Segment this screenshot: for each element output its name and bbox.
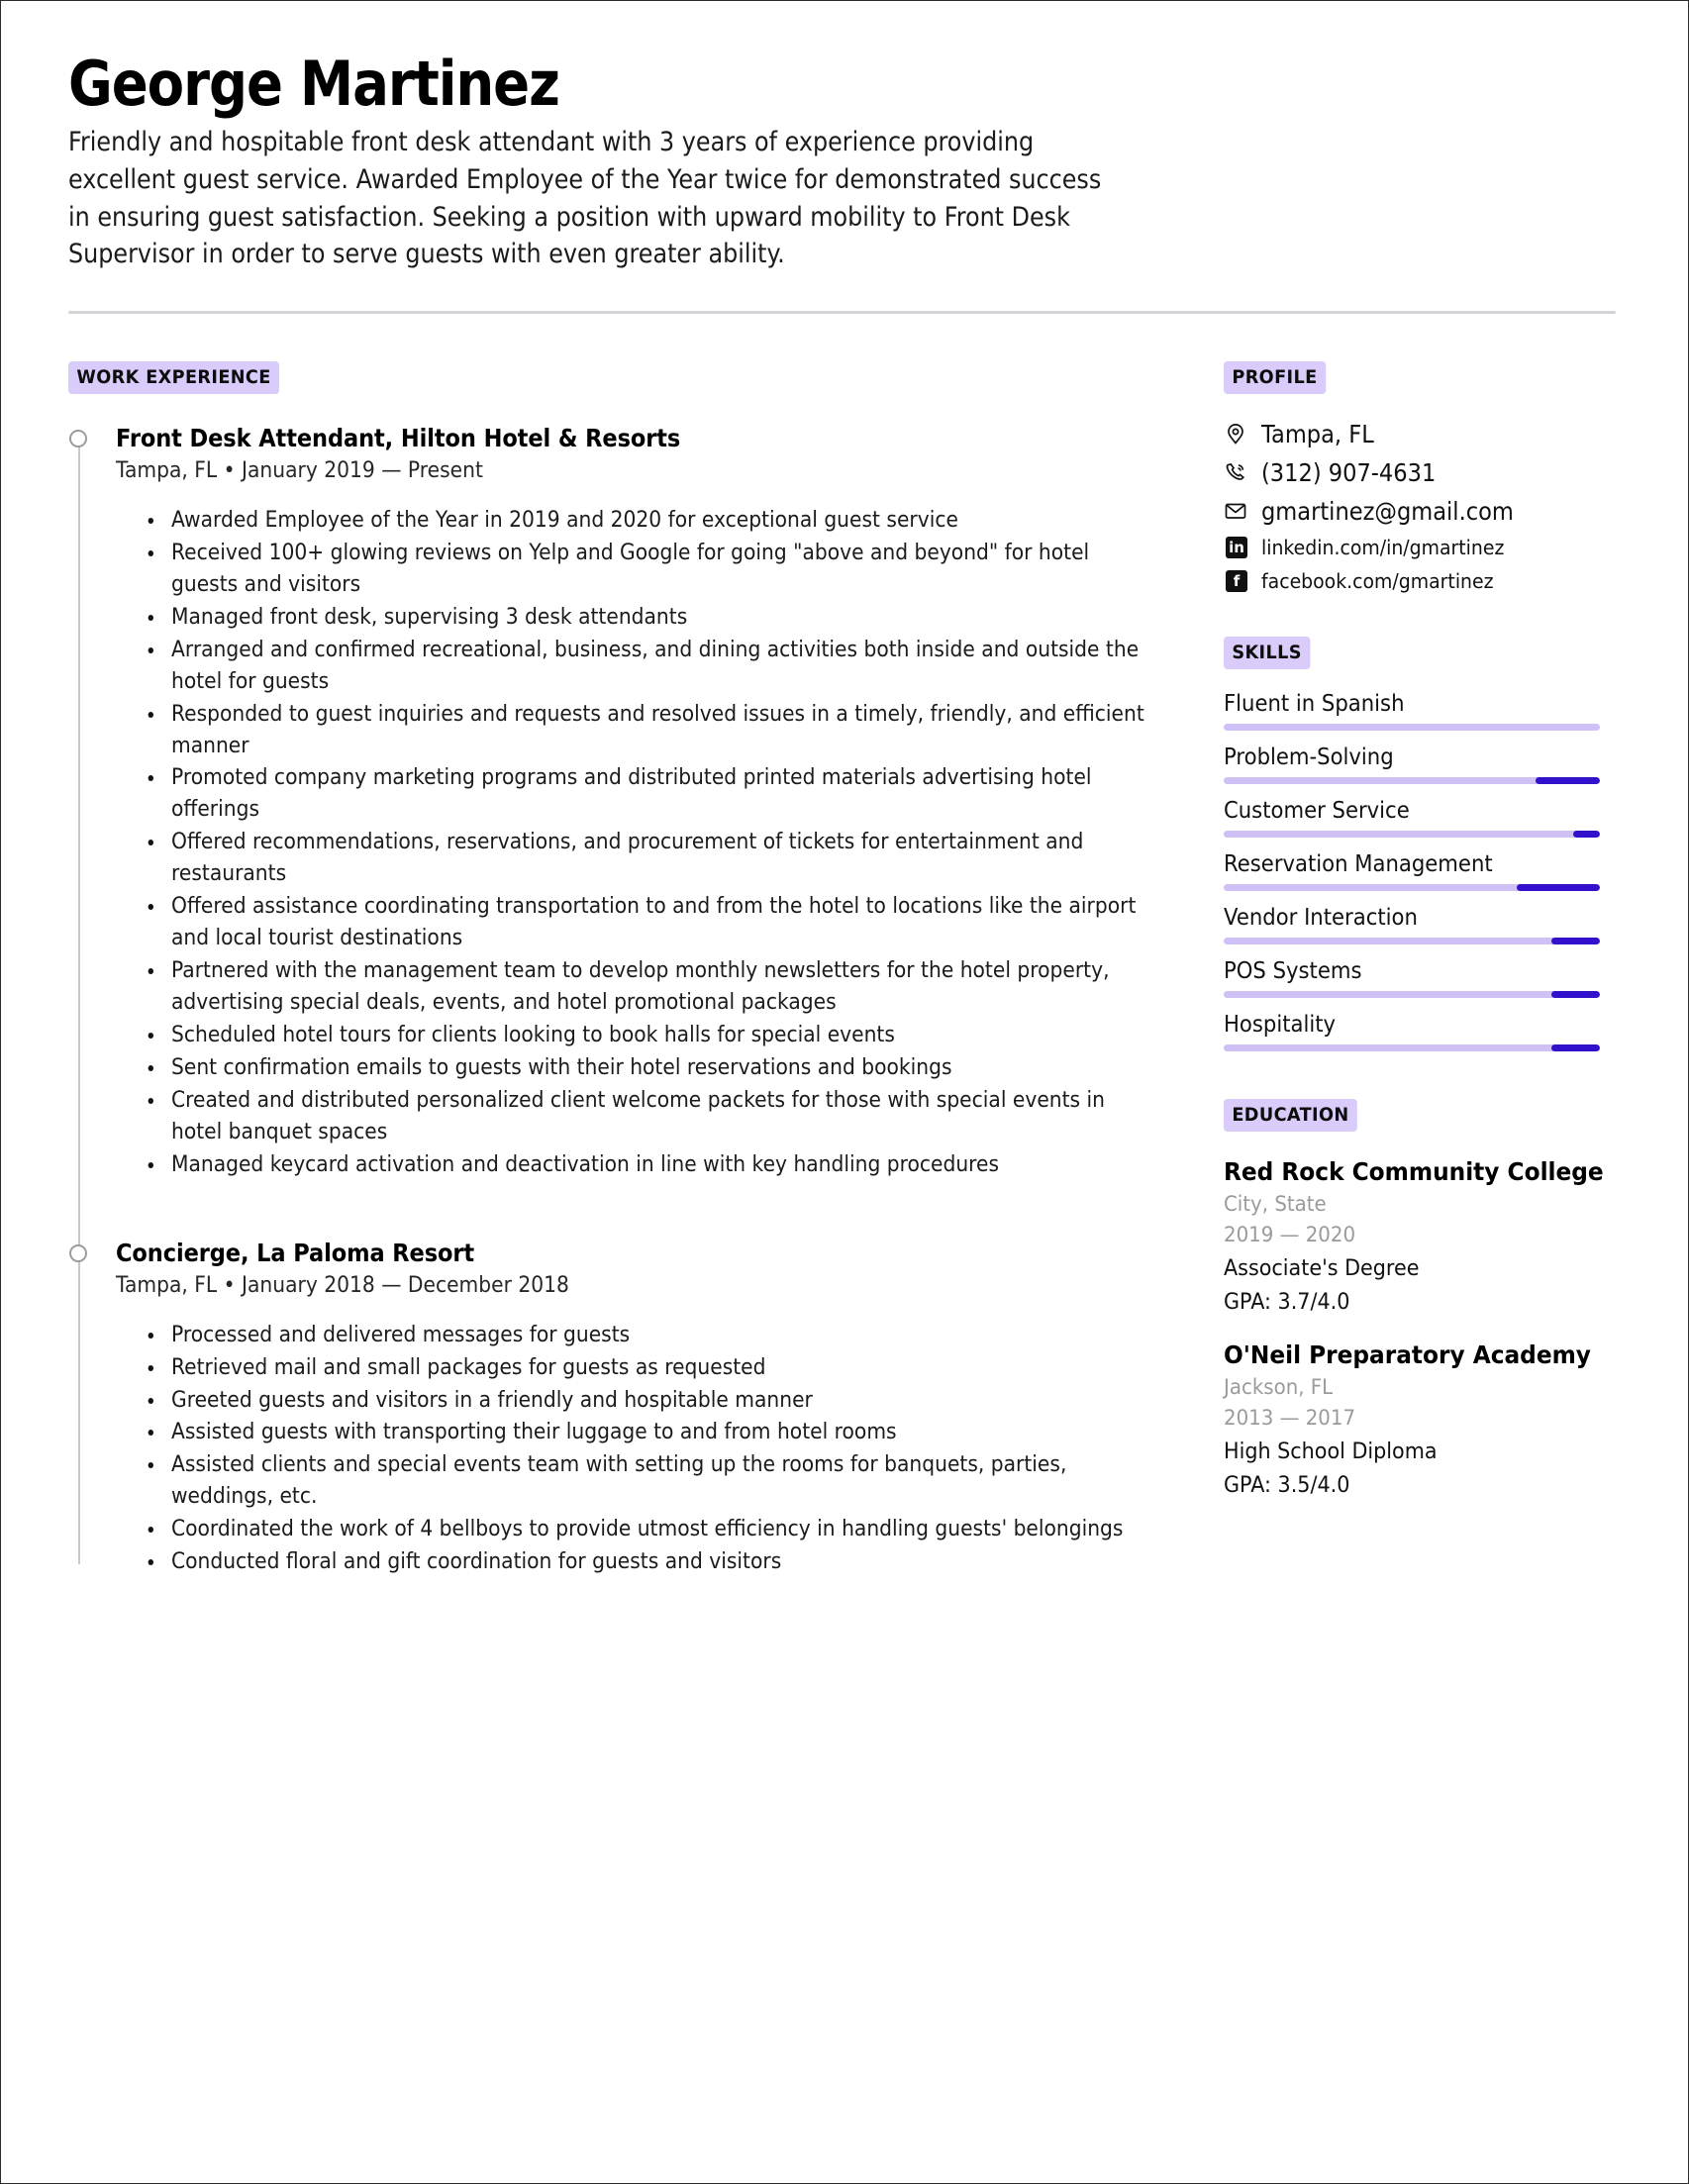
contact-row-email: [1224, 497, 1610, 526]
contact-list: [1224, 420, 1610, 593]
job-title: Front Desk Attendant, Hilton Hotel & Resorts: [116, 423, 681, 452]
contact-phone: (312) 907-4631: [1261, 457, 1437, 487]
job-bullet-list: [116, 1320, 1150, 1579]
professional-summary: Friendly and hospitable front desk attendant with 3 years of experience providing excellent guest service. Awarded Employee of the Year twice for demonstrated success in ensuring guest satisfaction. Seeking a position with upward mobility to Front Desk Supervisor in order to serve guests with even greater ability.: [68, 127, 1102, 270]
job-bullet: Managed front desk, supervising 3 desk attendants: [171, 602, 1149, 634]
skill-item: [1224, 745, 1610, 784]
section-label-education: EDUCATION: [1224, 1099, 1357, 1132]
education-location: City, State: [1224, 1191, 1327, 1217]
facebook-glyph: f: [1226, 570, 1247, 592]
envelope-icon: [1224, 499, 1253, 523]
contact-row-facebook[interactable]: [1224, 569, 1610, 593]
work-experience-timeline: [68, 424, 1162, 1578]
job-bullet: Promoted company marketing programs and distributed printed materials advertising hotel offerings: [171, 762, 1149, 826]
main-column: [68, 361, 1162, 1579]
education-school: O'Neil Preparatory Academy: [1224, 1340, 1591, 1369]
education-gpa: GPA: 3.5/4.0: [1224, 1471, 1350, 1498]
job-bullet: Assisted clients and special events team with setting up the rooms for banquets, parties, weddings, etc.: [171, 1449, 1149, 1513]
job-meta: Tampa, FL • January 2018 — December 2018: [116, 1271, 569, 1298]
skill-item: [1224, 851, 1610, 891]
section-label-skills: SKILLS: [1224, 637, 1310, 669]
job-entry: [116, 424, 1162, 1181]
job-bullet: Received 100+ glowing reviews on Yelp and Google for going "above and beyond" for hotel guests and visitors: [171, 538, 1149, 601]
linkedin-glyph: in: [1226, 537, 1247, 558]
skill-item: [1224, 798, 1610, 838]
contact-location: Tampa, FL: [1261, 419, 1374, 448]
education-entry: [1224, 1340, 1610, 1498]
page-title: George Martinez: [68, 48, 559, 120]
skill-level-fill: [1573, 831, 1600, 838]
skill-label: Vendor Interaction: [1224, 904, 1418, 931]
skill-level-bar: [1224, 938, 1600, 944]
contact-email: gmartinez@gmail.com: [1261, 496, 1514, 526]
timeline-dot-icon: [69, 430, 87, 447]
skill-label: Hospitality: [1224, 1011, 1337, 1038]
job-entry: [116, 1239, 1162, 1579]
job-bullet: Awarded Employee of the Year in 2019 and 2020 for exceptional guest service: [171, 505, 1149, 537]
job-list: [116, 424, 1162, 1578]
education-list: [1224, 1157, 1610, 1498]
skill-label: Fluent in Spanish: [1224, 690, 1405, 717]
location-pin-icon: [1224, 422, 1253, 446]
job-bullet: Assisted guests with transporting their luggage to and from hotel rooms: [171, 1417, 1149, 1448]
skills-section: [1224, 637, 1610, 1051]
education-gpa: GPA: 3.7/4.0: [1224, 1288, 1350, 1315]
skill-label: POS Systems: [1224, 957, 1362, 984]
timeline-dot-icon: [69, 1244, 87, 1262]
job-bullet: Conducted floral and gift coordination for guests and visitors: [171, 1546, 1149, 1578]
education-entry: [1224, 1157, 1610, 1315]
skill-level-fill: [1536, 777, 1600, 784]
job-bullet: Retrieved mail and small packages for guests as requested: [171, 1352, 1149, 1384]
header-divider: [68, 311, 1616, 314]
skill-level-bar: [1224, 1044, 1600, 1051]
skill-level-bar: [1224, 884, 1600, 891]
skill-level-fill: [1551, 938, 1600, 944]
skill-label: Problem-Solving: [1224, 744, 1394, 770]
timeline-line: [78, 442, 80, 1564]
job-meta: Tampa, FL • January 2019 — Present: [116, 456, 483, 483]
education-section: [1224, 1099, 1610, 1498]
skill-label: Customer Service: [1224, 797, 1410, 824]
education-years: 2019 — 2020: [1224, 1222, 1356, 1247]
contact-row-location: [1224, 420, 1610, 448]
education-years: 2013 — 2017: [1224, 1405, 1356, 1431]
phone-icon: [1224, 460, 1253, 484]
education-location: Jackson, FL: [1224, 1374, 1334, 1400]
facebook-icon: [1224, 570, 1253, 592]
job-bullet: Sent confirmation emails to guests with their hotel reservations and bookings: [171, 1052, 1149, 1084]
job-bullet: Responded to guest inquiries and requests and resolved issues in a timely, friendly, and efficient manner: [171, 699, 1149, 762]
job-bullet: Offered recommendations, reservations, and procurement of tickets for entertainment and restaurants: [171, 827, 1149, 890]
body-columns: [68, 361, 1621, 1579]
job-bullet: Arranged and confirmed recreational, business, and dining activities both inside and outside the hotel for guests: [171, 635, 1149, 698]
contact-facebook: facebook.com/gmartinez: [1261, 568, 1494, 593]
job-bullet: Greeted guests and visitors in a friendly and hospitable manner: [171, 1385, 1149, 1417]
job-title: Concierge, La Paloma Resort: [116, 1238, 475, 1267]
section-label-work-experience: WORK EXPERIENCE: [68, 361, 279, 394]
skills-list: [1224, 691, 1610, 1051]
skill-level-bar: [1224, 991, 1600, 998]
job-bullet: Offered assistance coordinating transportation to and from the hotel to locations like the airport and local tourist destinations: [171, 891, 1149, 954]
job-bullet: Scheduled hotel tours for clients looking to book halls for special events: [171, 1020, 1149, 1051]
education-degree: Associate's Degree: [1224, 1254, 1420, 1281]
job-bullet: Created and distributed personalized client welcome packets for those with special events in hotel banquet spaces: [171, 1085, 1149, 1148]
skill-level-bar: [1224, 724, 1600, 731]
skill-level-fill: [1551, 991, 1600, 998]
linkedin-icon: [1224, 537, 1253, 558]
section-label-profile: PROFILE: [1224, 361, 1326, 394]
skill-item: [1224, 958, 1610, 998]
contact-row-linkedin[interactable]: [1224, 536, 1610, 559]
job-bullet: Managed keycard activation and deactivation in line with key handling procedures: [171, 1149, 1149, 1181]
education-school: Red Rock Community College: [1224, 1156, 1604, 1186]
contact-linkedin: linkedin.com/in/gmartinez: [1261, 535, 1505, 559]
skill-item: [1224, 1012, 1610, 1051]
skill-label: Reservation Management: [1224, 850, 1493, 877]
job-bullet: Processed and delivered messages for guests: [171, 1320, 1149, 1351]
sidebar-column: [1224, 361, 1610, 1498]
job-bullet: Partnered with the management team to develop monthly newsletters for the hotel property, advertising special deals, events, and hotel promotional packages: [171, 955, 1149, 1019]
skill-item: [1224, 691, 1610, 731]
resume-content: [68, 48, 1621, 1579]
job-bullet-list: [116, 505, 1150, 1181]
job-bullet: Coordinated the work of 4 bellboys to provide utmost efficiency in handling guests' belongings: [171, 1514, 1149, 1545]
skill-item: [1224, 905, 1610, 944]
contact-row-phone: [1224, 458, 1610, 487]
skill-level-bar: [1224, 831, 1600, 838]
skill-level-fill: [1551, 1044, 1600, 1051]
education-degree: High School Diploma: [1224, 1438, 1438, 1464]
skill-level-bar: [1224, 777, 1600, 784]
skill-level-fill: [1517, 884, 1600, 891]
